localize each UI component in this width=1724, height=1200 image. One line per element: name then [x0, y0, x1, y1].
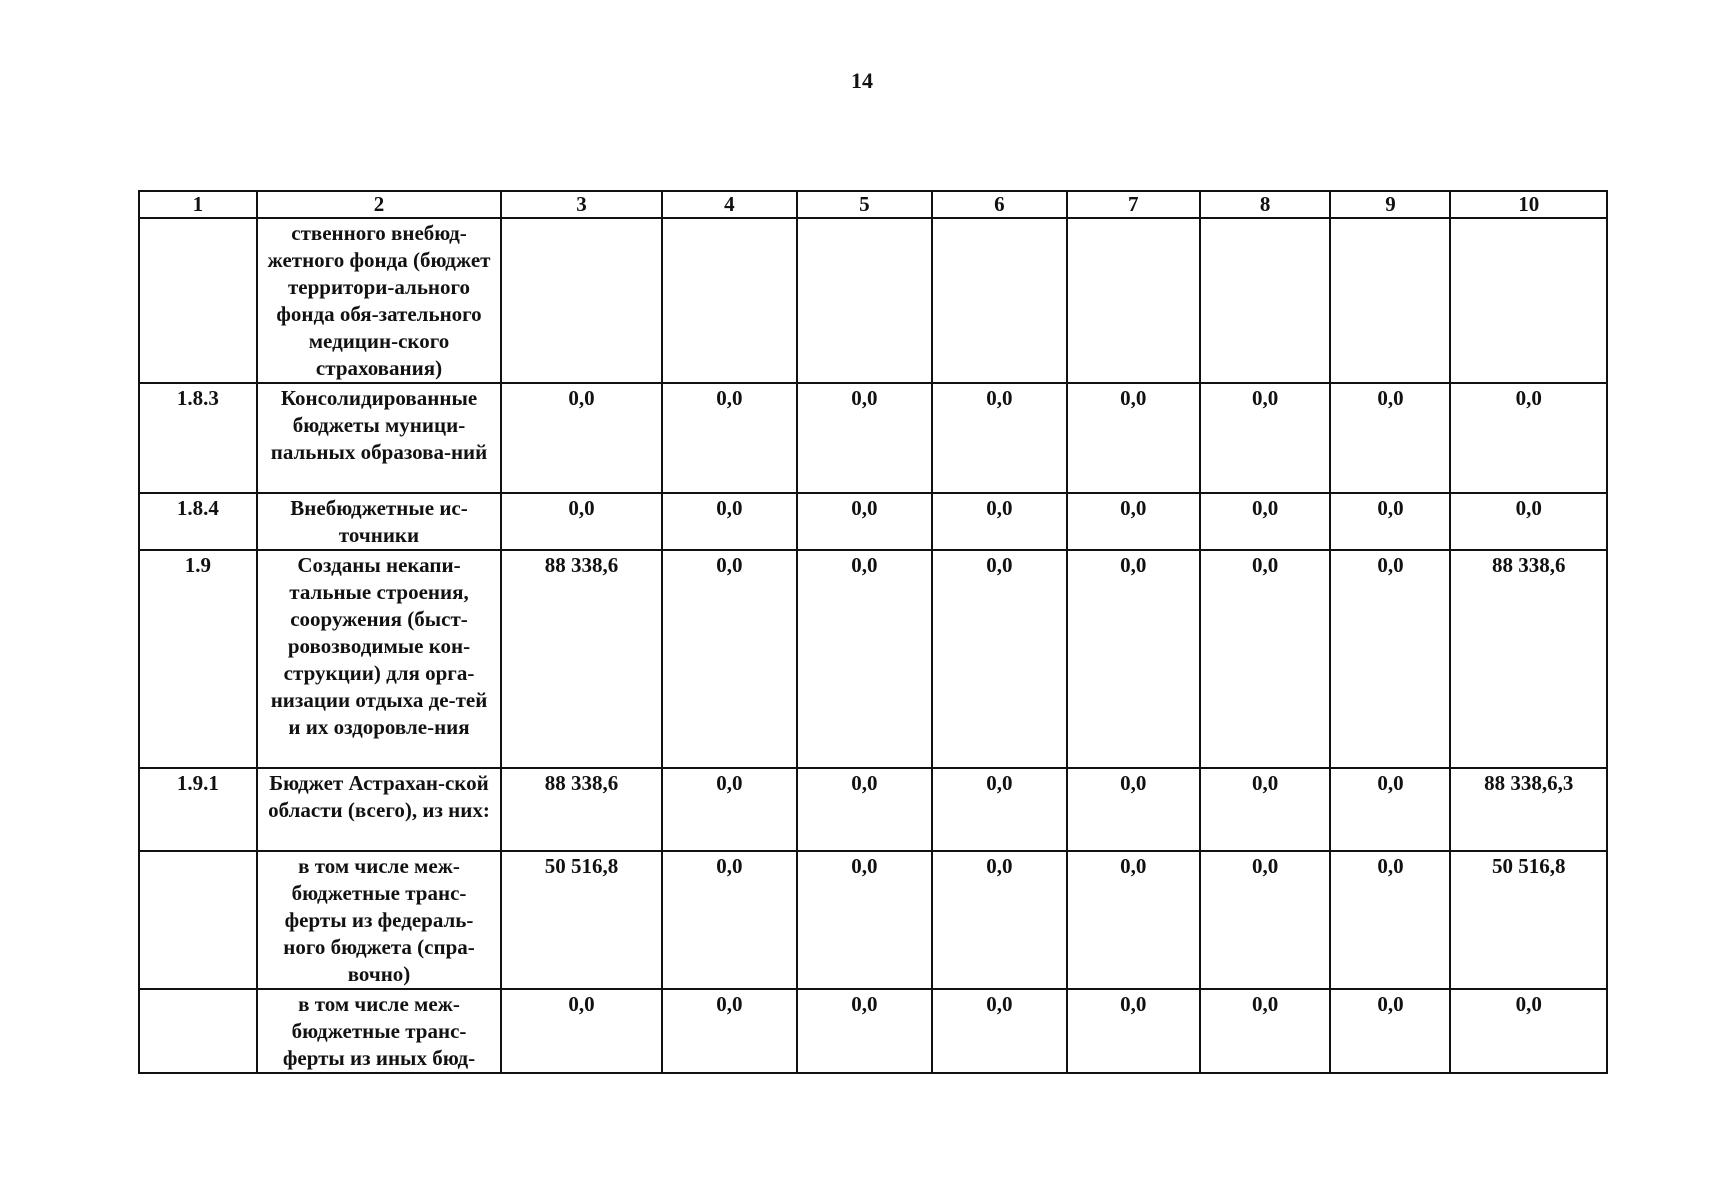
value-cell	[932, 218, 1067, 383]
value-cell: 0,0	[662, 550, 797, 768]
header-cell: 3	[501, 191, 662, 218]
value-cell	[1200, 218, 1331, 383]
header-cell: 10	[1450, 191, 1607, 218]
row-code: 1.9.1	[139, 768, 257, 851]
value-cell: 0,0	[1450, 493, 1607, 550]
header-cell: 2	[257, 191, 501, 218]
value-cell: 0,0	[1067, 493, 1200, 550]
value-cell: 0,0	[932, 550, 1067, 768]
value-cell	[797, 218, 932, 383]
value-cell: 0,0	[932, 768, 1067, 851]
table-row	[139, 851, 1607, 989]
value-cell	[1450, 218, 1607, 383]
row-code: 1.8.3	[139, 383, 257, 493]
value-cell: 0,0	[1450, 383, 1607, 493]
value-cell: 0,0	[1330, 550, 1450, 768]
value-cell: 0,0	[1330, 768, 1450, 851]
row-code	[139, 218, 257, 383]
value-cell: 0,0	[1067, 851, 1200, 989]
value-cell: 88 338,6	[501, 550, 662, 768]
row-code	[139, 989, 257, 1073]
value-cell: 0,0	[501, 989, 662, 1073]
header-cell: 7	[1067, 191, 1200, 218]
value-cell	[1067, 218, 1200, 383]
value-cell: 0,0	[932, 851, 1067, 989]
header-cell: 5	[797, 191, 932, 218]
header-cell: 9	[1330, 191, 1450, 218]
row-name: Созданы некапи-тальные строения, сооружения (быст-ровозводимые кон-струкции) для орга-низации отдыха де-тей и их оздоровле-ния	[257, 550, 501, 768]
value-cell: 88 338,6,3	[1450, 768, 1607, 851]
value-cell: 0,0	[1067, 550, 1200, 768]
value-cell: 0,0	[662, 383, 797, 493]
value-cell: 0,0	[1200, 550, 1331, 768]
value-cell: 0,0	[1067, 768, 1200, 851]
row-code: 1.8.4	[139, 493, 257, 550]
value-cell: 0,0	[797, 768, 932, 851]
value-cell: 0,0	[797, 550, 932, 768]
value-cell: 0,0	[1330, 851, 1450, 989]
value-cell: 0,0	[1200, 768, 1331, 851]
row-code: 1.9	[139, 550, 257, 768]
row-name: Консолидированные бюджеты муници-пальных образова-ний	[257, 383, 501, 493]
value-cell: 0,0	[662, 989, 797, 1073]
row-name: Внебюджетные ис-точники	[257, 493, 501, 550]
value-cell: 0,0	[1330, 493, 1450, 550]
value-cell	[662, 218, 797, 383]
header-row	[139, 191, 1607, 218]
value-cell: 0,0	[1200, 383, 1331, 493]
table-row	[139, 768, 1607, 851]
value-cell: 88 338,6	[501, 768, 662, 851]
table-row	[139, 989, 1607, 1073]
header-cell: 1	[139, 191, 257, 218]
value-cell: 0,0	[932, 989, 1067, 1073]
page-number: 14	[851, 68, 873, 93]
table-row	[139, 493, 1607, 550]
value-cell	[1330, 218, 1450, 383]
value-cell: 0,0	[662, 768, 797, 851]
value-cell: 88 338,6	[1450, 550, 1607, 768]
value-cell: 0,0	[1450, 989, 1607, 1073]
row-name: ственного внебюд-жетного фонда (бюджет территори-ального фонда обя-зательного медицин-ского страхования)	[257, 218, 501, 383]
header-cell: 8	[1200, 191, 1331, 218]
value-cell: 0,0	[662, 851, 797, 989]
row-name: в том числе меж-бюджетные транс-ферты из федераль-ного бюджета (спра-вочно)	[257, 851, 501, 989]
row-name: в том числе меж-бюджетные транс-ферты из иных бюд-	[257, 989, 501, 1073]
value-cell: 0,0	[1067, 989, 1200, 1073]
header-cell: 4	[662, 191, 797, 218]
value-cell: 0,0	[662, 493, 797, 550]
value-cell: 50 516,8	[1450, 851, 1607, 989]
row-code	[139, 851, 257, 989]
value-cell: 0,0	[1330, 989, 1450, 1073]
value-cell: 0,0	[797, 383, 932, 493]
value-cell: 0,0	[797, 493, 932, 550]
value-cell: 0,0	[932, 493, 1067, 550]
value-cell: 0,0	[501, 383, 662, 493]
value-cell: 0,0	[1200, 851, 1331, 989]
value-cell: 0,0	[797, 989, 932, 1073]
value-cell: 0,0	[797, 851, 932, 989]
budget-table	[138, 190, 1608, 1074]
value-cell: 0,0	[1200, 493, 1331, 550]
table-row	[139, 550, 1607, 768]
value-cell: 0,0	[1200, 989, 1331, 1073]
header-cell: 6	[932, 191, 1067, 218]
table-header	[139, 191, 1607, 218]
table-row	[139, 383, 1607, 493]
value-cell: 0,0	[501, 493, 662, 550]
value-cell: 50 516,8	[501, 851, 662, 989]
table-row	[139, 218, 1607, 383]
value-cell: 0,0	[932, 383, 1067, 493]
value-cell	[501, 218, 662, 383]
value-cell: 0,0	[1067, 383, 1200, 493]
row-name: Бюджет Астрахан-ской области (всего), из них:	[257, 768, 501, 851]
value-cell: 0,0	[1330, 383, 1450, 493]
